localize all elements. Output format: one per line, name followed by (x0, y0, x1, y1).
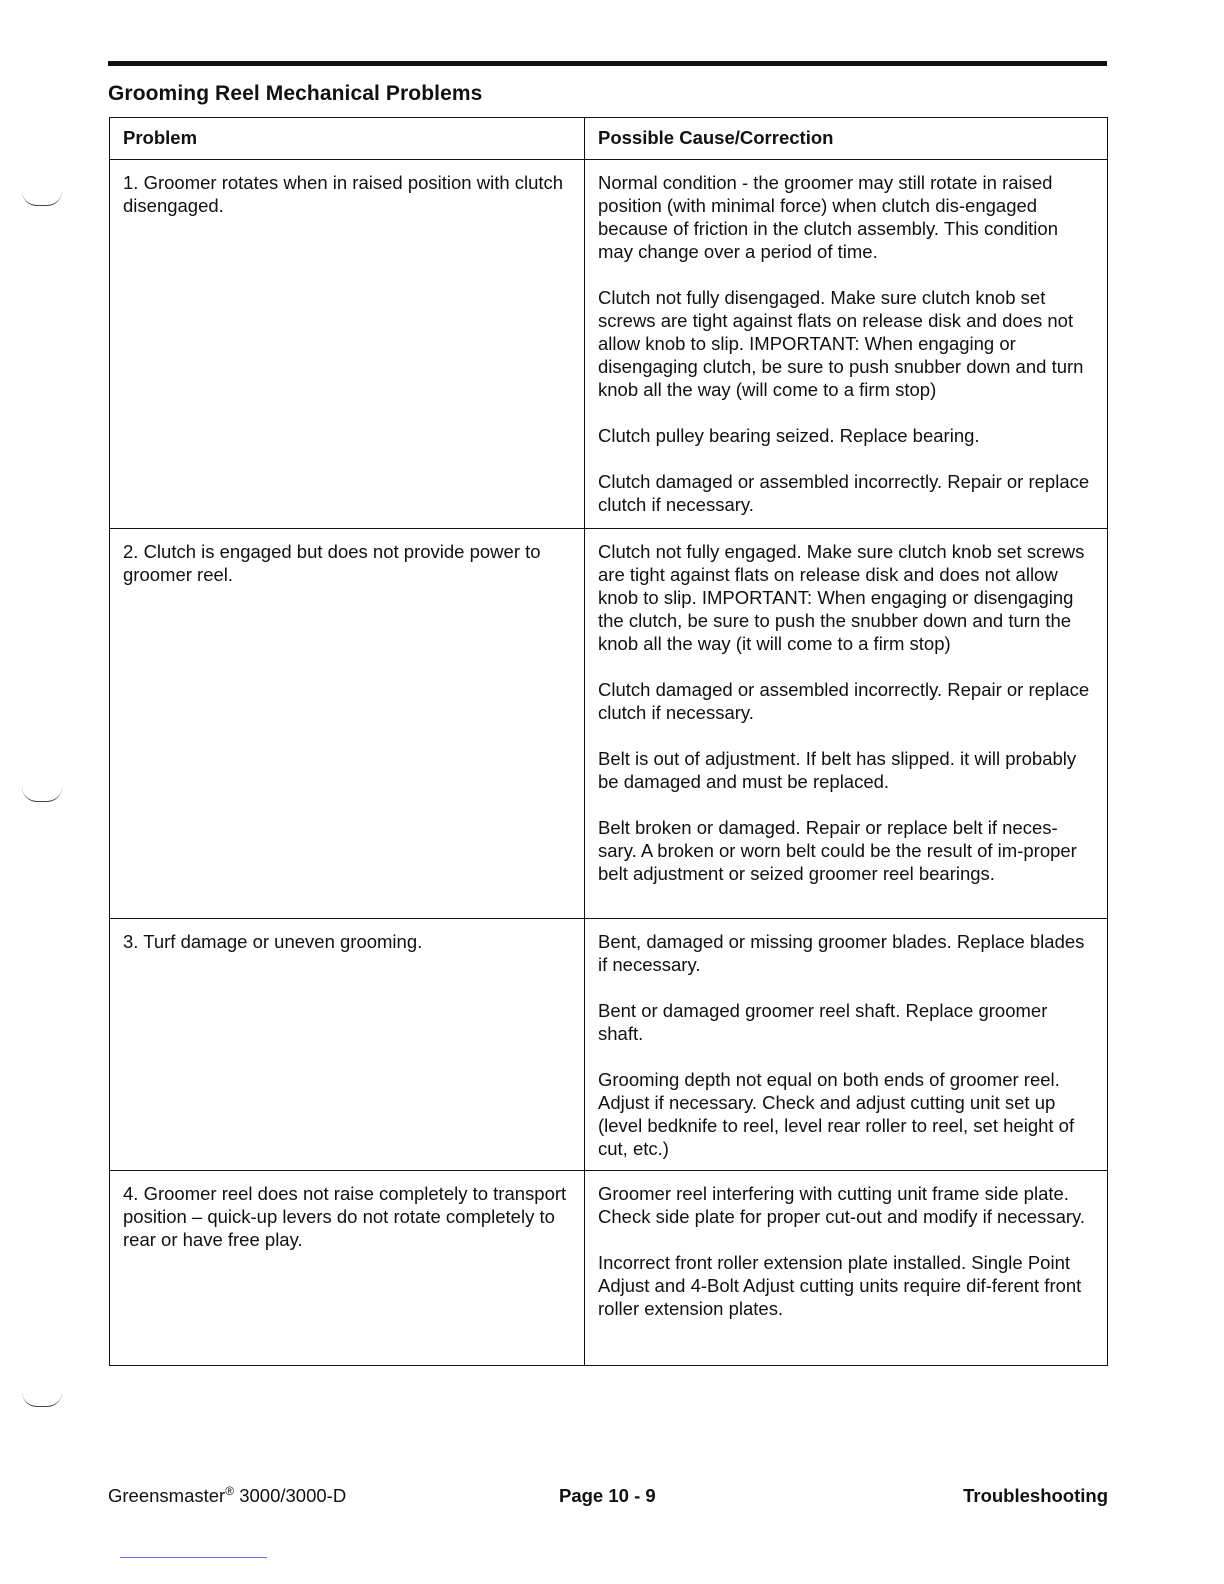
header-cause-correction: Possible Cause/Correction (585, 118, 1108, 160)
problem-cell: 3. Turf damage or uneven grooming. (110, 919, 585, 1171)
footer-page-number: Page 10 - 9 (559, 1485, 656, 1506)
footer-section: Troubleshooting (963, 1485, 1108, 1506)
cause-text: Groomer reel interfering with cutting unit frame side plate. Check side plate for proper cut-out and modify if necessary. (598, 1183, 1086, 1227)
cause-text: Grooming depth not equal on both ends of groomer reel. Adjust if necessary. Check and adjust cutting unit set up (level bedknife to reel, level rear roller to reel, set height of cut, etc.) (598, 1069, 1075, 1159)
binder-hole-mark (22, 191, 62, 206)
binder-hole-mark (22, 787, 62, 802)
cause-text: Belt broken or damaged. Repair or replace belt if neces-sary. A broken or worn belt could be the result of im-proper belt adjustment or seized groomer reel bearings. (598, 817, 1077, 884)
cause-text: Normal condition - the groomer may still rotate in raised position (with minimal force) when clutch dis-engaged because of friction in the clutch assembly. This condition may change over a period of time. (598, 172, 1058, 262)
cause-cell (585, 529, 1108, 919)
cause-text: Clutch not fully disengaged. Make sure clutch knob set screws are tight against flats on release disk and does not allow knob to slip. IMPORTANT: When engaging or disengaging clutch, be sure to push snubber down and turn knob all the way (will come to a firm stop) (598, 287, 1084, 400)
bottom-rule (120, 1557, 267, 1558)
problem-cell: 2. Clutch is engaged but does not provide power to groomer reel. (110, 529, 585, 919)
footer-model (108, 1485, 346, 1507)
troubleshooting-table (109, 117, 1108, 1366)
cause-cell (585, 919, 1108, 1171)
problem-cell: 1. Groomer rotates when in raised position with clutch disengaged. (110, 160, 585, 529)
cause-text: Clutch pulley bearing seized. Replace bearing. (598, 425, 980, 446)
section-title: Grooming Reel Mechanical Problems (108, 82, 483, 105)
cause-text: Clutch damaged or assembled incorrectly. Repair or replace clutch if necessary. (598, 679, 1090, 723)
footer-model-suffix: 3000/3000-D (234, 1485, 347, 1506)
table-row (110, 919, 1108, 1171)
footer-model-name: Greensmaster (108, 1485, 226, 1506)
cause-text: Bent or damaged groomer reel shaft. Replace groomer shaft. (598, 1000, 1048, 1044)
table-row (110, 1171, 1108, 1366)
table-header-row (110, 118, 1108, 160)
cause-text: Belt is out of adjustment. If belt has slipped. it will probably be damaged and must be replaced. (598, 748, 1077, 792)
cause-text: Clutch damaged or assembled incorrectly. Repair or replace clutch if necessary. (598, 471, 1090, 515)
cause-cell (585, 1171, 1108, 1366)
cause-text: Bent, damaged or missing groomer blades. Replace blades if necessary. (598, 931, 1085, 975)
cause-cell (585, 160, 1108, 529)
registered-mark: ® (225, 1483, 235, 1498)
cause-text: Incorrect front roller extension plate installed. Single Point Adjust and 4-Bolt Adjust cutting units require dif-ferent front roller extension plates. (598, 1252, 1082, 1319)
table-row (110, 529, 1108, 919)
table-row (110, 160, 1108, 529)
top-rule (108, 61, 1107, 66)
binder-hole-mark (22, 1392, 62, 1407)
problem-cell: 4. Groomer reel does not raise completely to transport position – quick-up levers do not rotate completely to rear or have free play. (110, 1171, 585, 1366)
cause-text: Clutch not fully engaged. Make sure clutch knob set screws are tight against flats on release disk and does not allow knob to slip. IMPORTANT: When engaging or disengaging the clutch, be sure to push the snubber down and turn the knob all the way (it will come to a firm stop) (598, 541, 1085, 654)
header-problem: Problem (110, 118, 585, 160)
